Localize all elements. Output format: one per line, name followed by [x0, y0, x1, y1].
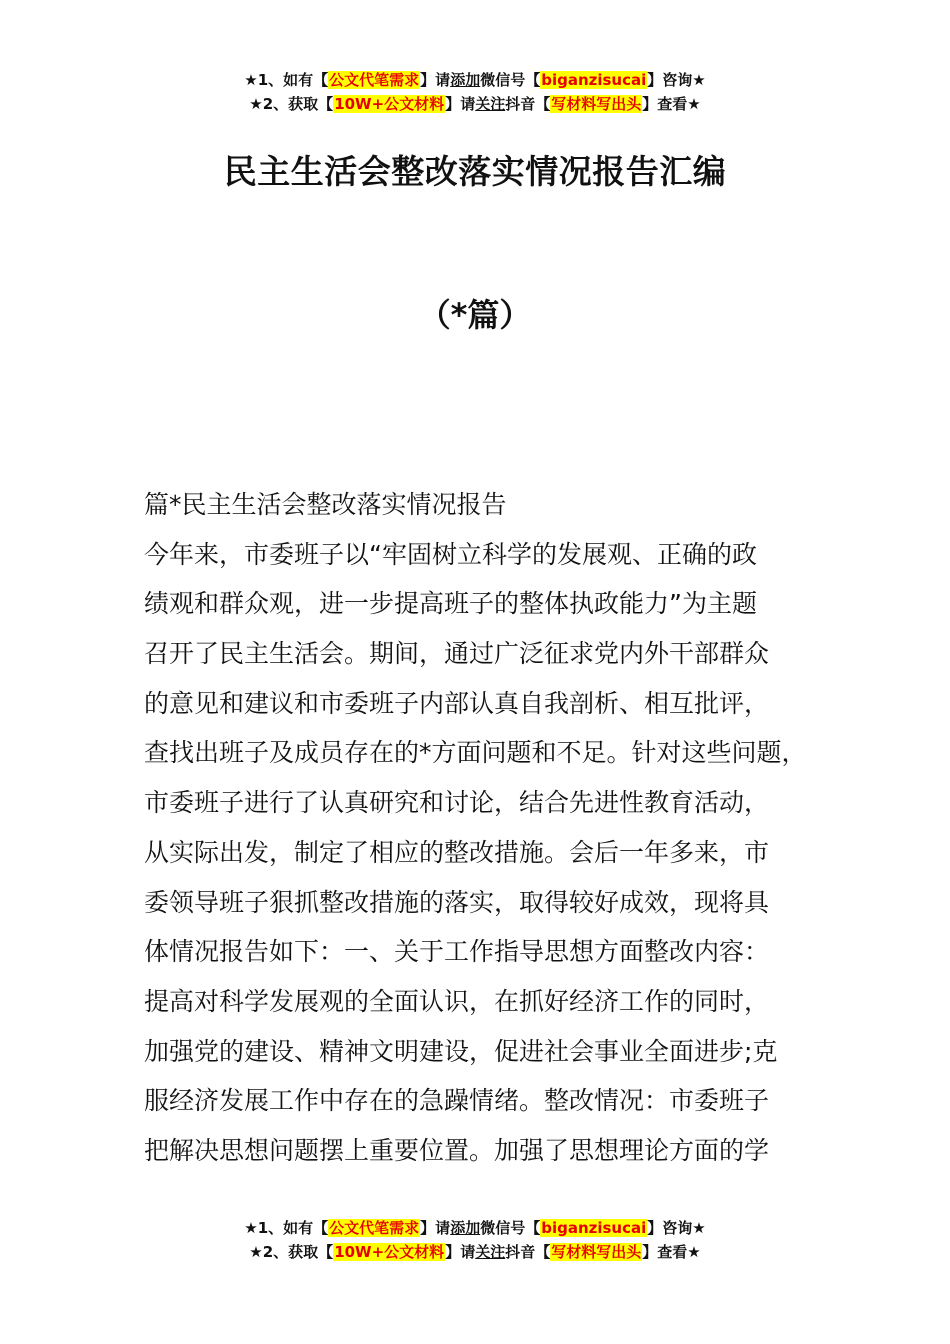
body-line: 的意见和建议和市委班子内部认真自我剖析、相互批评，	[144, 688, 770, 718]
banner-text: 】请	[420, 71, 451, 89]
body-line: 市委班子进行了认真研究和讨论，结合先进性教育活动，	[144, 788, 770, 818]
body-line: 绩观和群众观，进一步提高班子的整体执政能力”为主题	[144, 589, 757, 619]
banner-text: ★1、如有【	[244, 1219, 329, 1237]
body-line: 服经济发展工作中存在的急躁情绪。整改情况：市委班子	[144, 1086, 770, 1116]
banner-text: 微信号【	[480, 1219, 541, 1237]
underlined-text: 添加	[450, 1219, 481, 1237]
document-body	[144, 480, 834, 1176]
underlined-text: 添加	[450, 71, 481, 89]
footer-banner	[0, 1216, 950, 1264]
banner-text: 】请	[445, 1243, 476, 1261]
section-heading: 篇*民主生活会整改落实情况报告	[144, 490, 507, 519]
body-line: 提高对科学发展观的全面认识，在抓好经济工作的同时，	[144, 986, 770, 1016]
banner-text: ★1、如有【	[244, 71, 329, 89]
highlight-service: 公文代笔需求	[329, 71, 420, 89]
banner-text: 】查看★	[642, 95, 701, 113]
document-subtitle: （*篇）	[418, 296, 532, 334]
header-banner-line-1	[0, 68, 950, 92]
banner-text: 】请	[420, 1219, 451, 1237]
highlight-wechat-id: biganzisucai	[541, 71, 647, 89]
header-banner-line-2	[0, 92, 950, 116]
banner-text: 】请	[445, 95, 476, 113]
body-line: 加强党的建设、精神文明建设，促进社会事业全面进步;克	[144, 1036, 778, 1066]
body-line: 召开了民主生活会。期间，通过广泛征求党内外干部群众	[144, 639, 770, 669]
highlight-wechat-id: biganzisucai	[541, 1219, 647, 1237]
body-line: 委领导班子狠抓整改措施的落实，取得较好成效，现将具	[144, 887, 770, 917]
highlight-service: 公文代笔需求	[329, 1219, 420, 1237]
banner-text: ★2、获取【	[249, 1243, 334, 1261]
highlight-materials: 10W+公文材料	[334, 1243, 445, 1261]
banner-text: ★2、获取【	[249, 95, 334, 113]
underlined-text: 关注	[475, 1243, 506, 1261]
underlined-text: 关注	[475, 95, 506, 113]
footer-banner-line-1	[0, 1216, 950, 1240]
highlight-materials: 10W+公文材料	[334, 95, 445, 113]
body-line: 体情况报告如下：一、关于工作指导思想方面整改内容：	[144, 937, 770, 967]
body-line: 从实际出发，制定了相应的整改措施。会后一年多来，市	[144, 837, 770, 867]
document-title: 民主生活会整改落实情况报告汇编	[223, 152, 727, 191]
banner-text: 微信号【	[480, 71, 541, 89]
body-line: 今年来，市委班子以“牢固树立科学的发展观、正确的政	[144, 539, 757, 569]
banner-text: 】咨询★	[647, 1219, 706, 1237]
banner-text: 】咨询★	[647, 71, 706, 89]
banner-text: 】查看★	[642, 1243, 701, 1261]
banner-text: 抖音【	[505, 95, 551, 113]
body-line: 把解决思想问题摆上重要位置。加强了思想理论方面的学	[144, 1135, 770, 1165]
footer-banner-line-2	[0, 1240, 950, 1264]
header-banner	[0, 68, 950, 116]
highlight-douyin-account: 写材料写出头	[551, 95, 642, 113]
body-line: 查找出班子及成员存在的*方面问题和不足。针对这些问题，	[144, 738, 807, 768]
highlight-douyin-account: 写材料写出头	[551, 1243, 642, 1261]
banner-text: 抖音【	[505, 1243, 551, 1261]
